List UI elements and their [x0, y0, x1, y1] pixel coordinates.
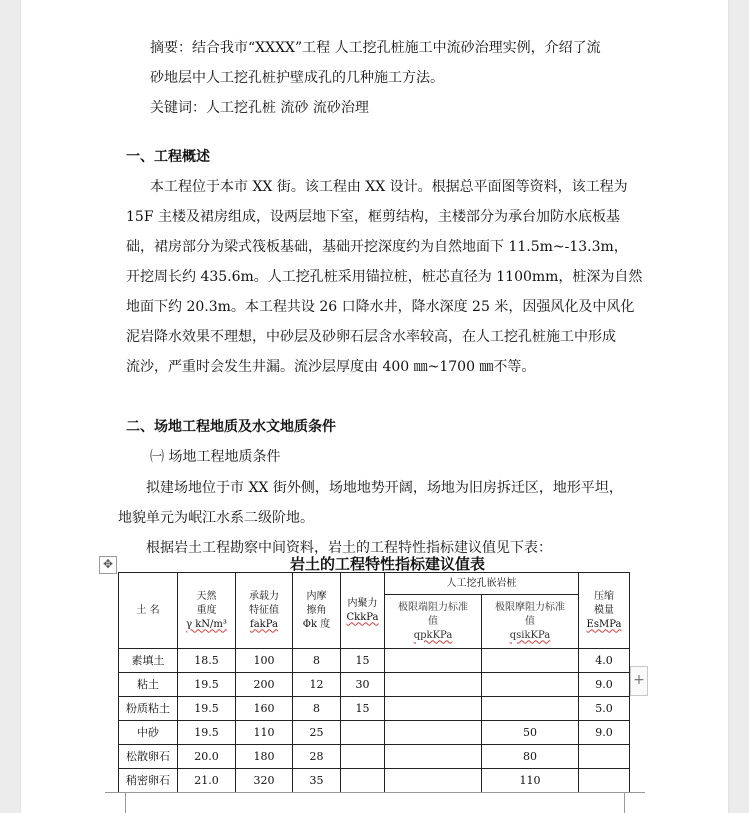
- table-row: 松散卵石 20.0 180 28 80: [119, 745, 630, 769]
- section-2-subheading: ㈠ 场地工程地质条件: [150, 449, 281, 465]
- section-2-line: 地貌单元为岷江水系二级阶地。: [118, 510, 314, 526]
- abstract-line-1: 摘要：结合我市“XXXX”工程 人工挖孔桩施工中流砂治理实例，介绍了流: [150, 40, 601, 56]
- table-row: 粉质粘土 19.5 160 8 15 5.0: [119, 697, 630, 721]
- page-bottom-crop-marks: [105, 790, 645, 813]
- table-row: 粘土 19.5 200 12 30 9.0: [119, 673, 630, 697]
- header-friction-angle: 内摩 擦角 Φk 度: [293, 573, 341, 649]
- section-1-line: 础，裙房部分为梁式筏板基础，基础开挖深度约为自然地面下 11.5m~-13.3m，: [126, 239, 628, 255]
- abstract-line-2: 砂地层中人工挖孔桩护壁成孔的几种施工方法。: [150, 70, 444, 86]
- header-bearing-capacity: 承载力 特征值 fakPa: [236, 573, 293, 649]
- section-1-line: 地面下约 20.3m。本工程共设 26 口降水井，降水深度 25 米，因强风化及中风化: [126, 299, 635, 315]
- table-intro: 根据岩土工程勘察中间资料，岩土的工程特性指标建议值见下表：: [146, 540, 552, 556]
- table-row: 中砂 19.5 110 25 50 9.0: [119, 721, 630, 745]
- section-1-line: 本工程位于本市 XX 街。该工程由 XX 设计。根据总平面图等资料，该工程为: [150, 179, 628, 195]
- section-1-line: 泥岩降水效果不理想，中砂层及砂卵石层含水率较高，在人工挖孔桩施工中形成: [126, 329, 616, 345]
- header-density: 天然 重度 γ kN/m³: [178, 573, 236, 649]
- add-row-plus-icon[interactable]: +: [630, 666, 648, 696]
- header-end-resistance: 极限端阻力标准 值 qpkKPa: [385, 595, 482, 649]
- table-row: 稍密卵石 21.0 320 35 110: [119, 769, 630, 793]
- soil-properties-table: [118, 572, 630, 793]
- header-modulus: 压缩 模量 EsMPa: [579, 573, 630, 649]
- page-gutter-left: [0, 0, 21, 813]
- section-1-heading: 一、工程概述: [126, 149, 210, 165]
- table-row: 素填土 18.5 100 8 15 4.0: [119, 649, 630, 673]
- section-2-heading: 二、场地工程地质及水文地质条件: [126, 419, 336, 435]
- header-cohesion: 内聚力 CkkPa: [341, 573, 385, 649]
- section-1-line: 开挖周长约 435.6m。人工挖孔桩采用锚拉桩，桩芯直径为 1100mm，桩深为自然: [126, 269, 643, 285]
- section-1-line: 流沙，严重时会发生井漏。流沙层厚度由 400 ㎜~1700 ㎜不等。: [126, 359, 536, 375]
- section-2-line: 拟建场地位于市 XX 街外侧，场地地势开阔，场地为旧房拆迁区，地形平坦，: [146, 480, 623, 496]
- page-gutter-right: [728, 0, 749, 813]
- header-pile: 人工挖孔嵌岩桩: [385, 573, 579, 595]
- header-side-resistance: 极限摩阻力标准 值 qsikKPa: [482, 595, 579, 649]
- table-move-handle-icon[interactable]: ✥: [99, 556, 117, 574]
- section-1-line: 15F 主楼及裙房组成，设两层地下室，框剪结构，主楼部分为承台加防水底板基: [126, 209, 620, 225]
- table-title: 岩土的工程特性指标建议值表: [290, 555, 486, 573]
- keywords-line: 关键词：人工挖孔桩 流砂 流砂治理: [150, 100, 369, 116]
- header-soil-name: 土 名: [119, 573, 178, 649]
